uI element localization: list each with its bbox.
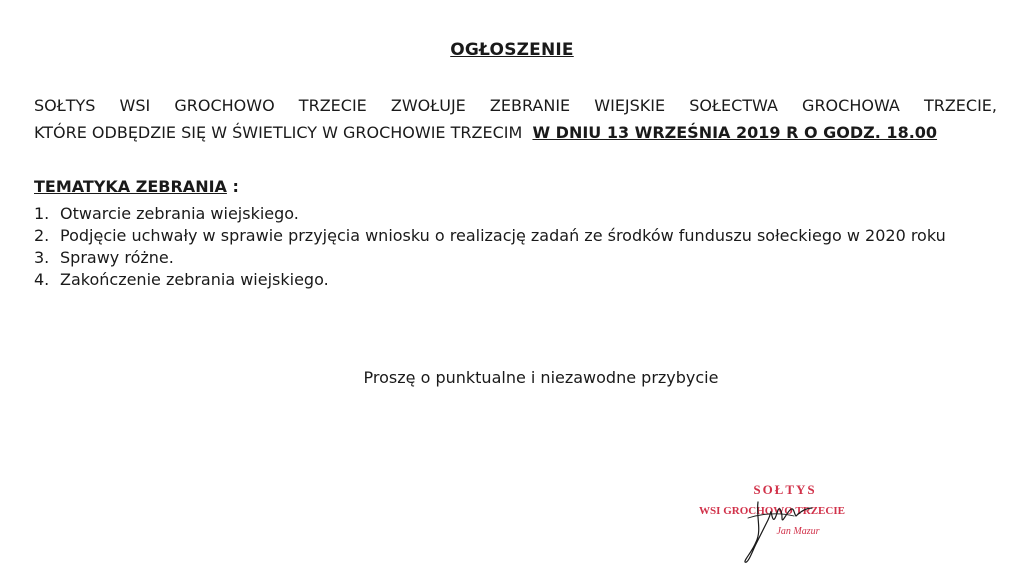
agenda-item-text: Otwarcie zebrania wiejskiego. bbox=[60, 204, 299, 223]
meeting-date: W DNIU 13 WRZEŚNIA 2019 R O GODZ. 18.00 bbox=[532, 123, 938, 142]
closing-note: Proszę o punktualne i niezawodne przybycie bbox=[363, 368, 719, 387]
agenda-heading-colon: : bbox=[226, 177, 239, 196]
stamp-graphic bbox=[690, 472, 880, 568]
agenda-item bbox=[34, 247, 1000, 269]
agenda-item-text: Podjęcie uchwały w sprawie przyjęcia wniosku o realizację zadań ze środków funduszu sołeckiego w 2020 roku bbox=[60, 226, 946, 245]
intro-line-2-text: KTÓRE ODBĘDZIE SIĘ W ŚWIETLICY W GROCHOWIE TRZECIM bbox=[34, 123, 523, 142]
agenda-heading bbox=[34, 177, 239, 196]
agenda-item-number: 1. bbox=[34, 204, 50, 223]
agenda-item-number: 3. bbox=[34, 248, 50, 267]
agenda-heading-label: TEMATYKA ZEBRANIA bbox=[34, 177, 227, 196]
agenda-list bbox=[34, 203, 1000, 291]
agenda-item bbox=[34, 225, 1000, 247]
agenda-item-text: Sprawy różne. bbox=[60, 248, 174, 267]
intro-line-2 bbox=[34, 123, 997, 143]
intro-line-1: SOŁTYS WSI GROCHOWO TRZECIE ZWOŁUJE ZEBRANIE WIEJSKIE SOŁECTWA GROCHOWA TRZECIE, bbox=[34, 96, 997, 115]
agenda-item bbox=[34, 269, 1000, 291]
official-stamp bbox=[690, 472, 880, 568]
stamp-village: WSI GROCHOWO TRZECIE bbox=[699, 505, 845, 517]
agenda-item-text: Zakończenie zebrania wiejskiego. bbox=[60, 270, 329, 289]
agenda-item-number: 2. bbox=[34, 226, 50, 245]
stamp-title: SOŁTYS bbox=[753, 482, 817, 497]
agenda-item-number: 4. bbox=[34, 270, 50, 289]
agenda-item bbox=[34, 203, 1000, 225]
stamp-name: Jan Mazur bbox=[776, 526, 820, 537]
document-title: OGŁOSZENIE bbox=[450, 40, 574, 60]
